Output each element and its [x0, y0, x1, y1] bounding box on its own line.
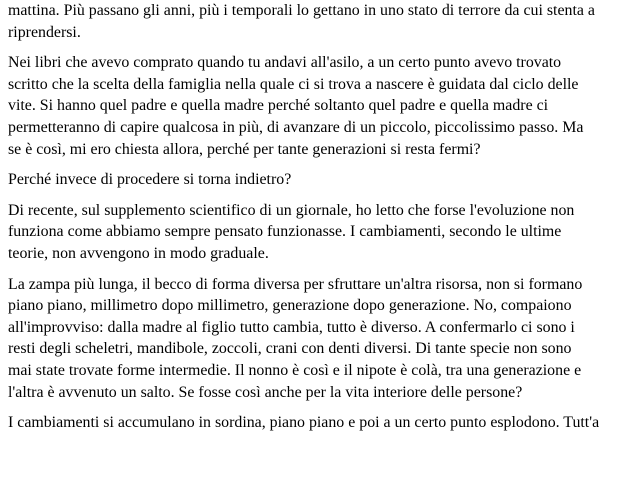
paragraph: [8, 52, 636, 160]
text-line: l'altra è avvenuto un salto. Se fosse così anche per la vita interiore delle persone?: [8, 383, 523, 401]
text-line: riprendersi.: [8, 23, 81, 41]
text-line: resti degli scheletri, mandibole, zoccoli, crani con denti diversi. Di tante specie non sono: [8, 340, 572, 358]
text-line: scritto che la scelta della famiglia nella quale ci si trova a nascere è guidata dal ciclo delle: [8, 75, 579, 93]
text-line: piano piano, millimetro dopo millimetro, generazione dopo generazione. No, compaiono: [8, 297, 572, 315]
paragraph: [8, 169, 636, 191]
text-line: Perché invece di procedere si torna indietro?: [8, 171, 292, 189]
text-line: Nei libri che avevo comprato quando tu andavi all'asilo, a un certo punto avevo trovato: [8, 54, 562, 72]
text-line: vite. Si hanno quel padre e quella madre perché soltanto quel padre e quella madre ci: [8, 97, 549, 115]
text-line: mattina. Più passano gli anni, più i temporali lo gettano in uno stato di terrore da cui stenta a: [8, 2, 595, 19]
document-page: [8, 0, 636, 443]
text-line: se è così, mi ero chiesta allora, perché per tante generazioni si resta fermi?: [8, 140, 481, 158]
text-line: all'improvviso: dalla madre al figlio tutto cambia, tutto è diverso. A confermarlo ci sono i: [8, 318, 575, 336]
paragraph: [8, 0, 636, 43]
text-line: I cambiamenti si accumulano in sordina, piano piano e poi a un certo punto esplodono. Tutt'a: [8, 414, 600, 432]
text-line: funziona come abbiamo sempre pensato funzionasse. I cambiamenti, secondo le ultime: [8, 223, 562, 241]
text-line: Di recente, sul supplemento scientifico di un giornale, ho letto che forse l'evoluzione non: [8, 201, 575, 219]
paragraph: [8, 200, 636, 265]
paragraph: [8, 412, 636, 434]
paragraph: [8, 274, 636, 404]
text-line: La zampa più lunga, il becco di forma diversa per sfruttare un'altra risorsa, non si formano: [8, 275, 583, 293]
text-line: teorie, non avvengono in modo graduale.: [8, 244, 269, 262]
text-line: permetteranno di capire qualcosa in più, di avanzare di un piccolo, piccolissimo passo. Ma: [8, 118, 584, 136]
text-line: mai state trovate forme intermedie. Il nonno è così e il nipote è colà, tra una generazione e: [8, 361, 582, 379]
